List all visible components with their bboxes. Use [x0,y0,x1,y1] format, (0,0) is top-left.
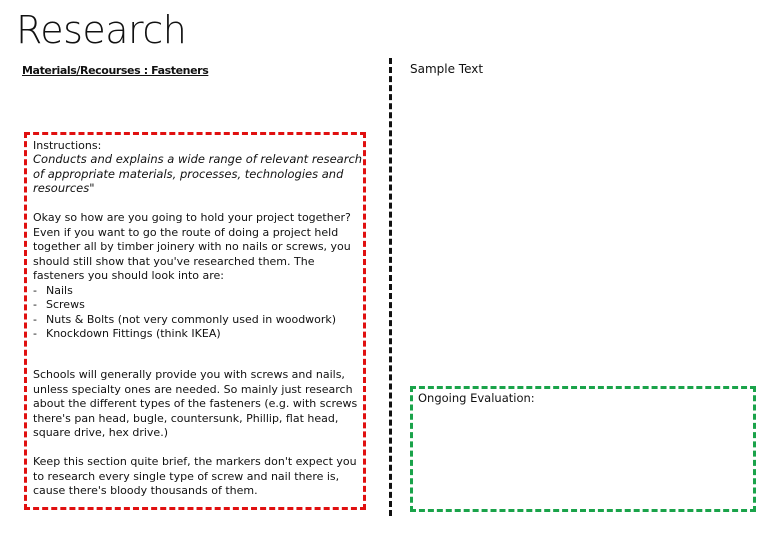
sample-text: Sample Text [410,62,484,76]
section-subtitle: Materials/Recourses : Fasteners [22,64,209,77]
instructions-label: Instructions: [33,139,102,152]
list-item: - Knockdown Fittings (think IKEA) [33,327,365,342]
intro-paragraph [33,211,365,342]
column-divider [389,58,392,516]
list-item: - Screws [33,298,365,313]
evaluation-label: Ongoing Evaluation: [418,391,535,405]
brief-paragraph: Keep this section quite brief, the markers don't expect you to research every single type of screw and nail there is, cause there's bloody thousands of them. [33,455,357,497]
list-item: - Nuts & Bolts (not very commonly used in woodwork) [33,313,365,328]
instructions-quote: Conducts and explains a wide range of relevant research of appropriate materials, processes, technologies and resources" [33,152,363,195]
schools-paragraph: Schools will generally provide you with screws and nails, unless specialty ones are needed. So mainly just research about the different types of the fasteners (e.g. with screws there's pan head, bugle, countersunk, Phillip, flat head, square drive, hex drive.) [33,368,358,439]
fasteners-list [33,284,365,342]
list-item: - Nails [33,284,365,299]
page-title: Research [16,8,187,52]
intro-text: Okay so how are you going to hold your project together? Even if you want to go the route of doing a project held together all by timber joinery with no nails or screws, you should still show that you've researched them. The fasteners you should look into are: [33,211,351,282]
